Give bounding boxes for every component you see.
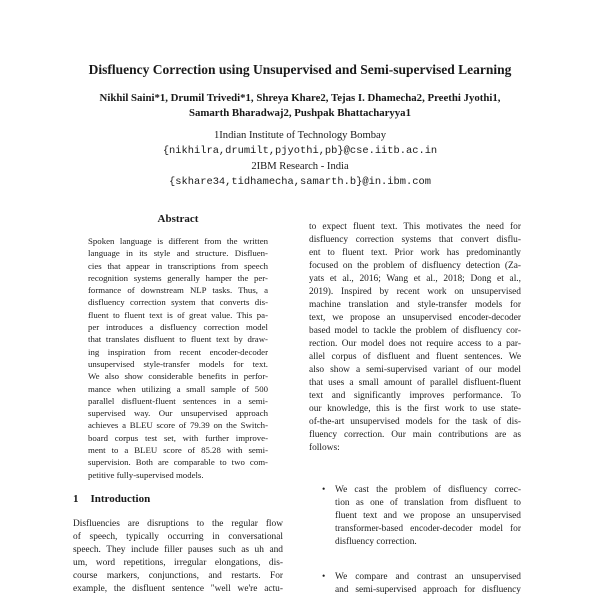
text-line: of-the-art unsupervised models for the task of dis-: [309, 417, 521, 427]
bullet-text: [335, 571, 521, 597]
section-number: 1: [73, 493, 79, 505]
text-line: language in its style and structure. Disfluen-: [88, 248, 268, 259]
text-line: petitive fully-supervised models.: [88, 469, 204, 480]
text-line: Spoken language is different from the written: [88, 236, 268, 246]
text-line: unsupervised style-transfer models for text.: [88, 358, 268, 369]
text-line: ment to a BLEU score of 85.28 with semi-: [88, 445, 268, 456]
abstract-body: [88, 235, 268, 481]
text-line: fluent text and we propose an unsupervised: [335, 511, 521, 521]
text-line: 2019). Inspired by recent work on unsupervised: [309, 287, 521, 297]
text-line: based model to tackle the problem of disfluency cor-: [309, 326, 521, 336]
introduction-heading: [73, 493, 150, 505]
text-line: fluent to fluent text is of great value. This pa-: [88, 309, 268, 320]
text-line: transformer-based encoder-decoder model for: [335, 524, 521, 534]
text-line: fluency correction. Our main contributions are as: [309, 430, 521, 440]
text-line: speech. They include filler pauses such as uh and: [73, 545, 283, 555]
text-line: to expect fluent text. This motivates the need for: [309, 222, 521, 232]
text-line: text and significantly improves performance. To: [309, 391, 521, 401]
text-line: supervision. Both are comparable to two com-: [88, 457, 268, 468]
abstract-heading: Abstract: [157, 213, 199, 225]
text-line: We compare and contrast an unsupervised: [335, 572, 521, 582]
text-line: disfluency correction system that converts dis-: [88, 297, 268, 308]
authors-line-2: Samarth Bharadwaj2, Pushpak Bhattacharyya1: [189, 107, 411, 119]
text-line: achieves a BLEU score of 79.39 on the Switch-: [88, 420, 268, 431]
text-line: board corpus test set, with further improve-: [88, 432, 268, 443]
text-line: mance when utilizing a small sample of 500: [88, 383, 268, 394]
text-line: that uses a small amount of parallel disfluent-fluent: [309, 378, 521, 388]
paper-title: Disfluency Correction using Unsupervised and Semi-supervised Learning: [88, 62, 512, 77]
text-line: of speech, typically occurring in conversational: [73, 532, 283, 542]
text-line: cies that appear in transcriptions from speech: [88, 260, 268, 271]
text-line: supervised way. Our unsupervised approach: [88, 408, 268, 419]
email-line-2: {skhare34,tidhamecha,samarth.b}@in.ibm.com: [169, 176, 431, 188]
text-line: machine translation and style-transfer models for: [309, 300, 521, 310]
text-line: We also show considerable benefits in perfor-: [88, 371, 268, 382]
text-line: rection. Our model does not require access to a par-: [309, 339, 521, 349]
text-line: follows:: [309, 443, 340, 453]
introduction-body: [73, 518, 283, 596]
text-line: um, word repetitions, irregular elongations, dis-: [73, 558, 283, 568]
authors-line-1: Nikhil Saini*1, Drumil Trivedi*1, Shreya Khare2, Tejas I. Dhamecha2, Preethi Jyothi1,: [99, 92, 501, 104]
text-line: Disfluencies are disruptions to the regular flow: [73, 519, 283, 529]
text-line: parallel disfluent-fluent sentences in a semi-: [88, 395, 268, 406]
section-title: Introduction: [90, 493, 151, 505]
bullet-icon: •: [322, 485, 326, 495]
text-line: We cast the problem of disfluency correc-: [335, 485, 521, 495]
text-line: formance of downstream NLP tasks. Thus, a: [88, 285, 268, 296]
text-line: ing inspiration from recent encoder-decoder: [88, 346, 268, 357]
text-line: ent to fluent text. Prior work has predominantly: [309, 248, 521, 258]
affiliation-1: 1Indian Institute of Technology Bombay: [213, 130, 387, 141]
text-line: allel corpus of disfluent and fluent sentences. We: [309, 352, 521, 362]
text-line: text, we propose an unsupervised encoder-decoder: [309, 313, 521, 323]
affiliation-2: 2IBM Research - India: [251, 161, 349, 172]
text-line: disfluency correction systems that convert disflu-: [309, 235, 521, 245]
bullet-icon: •: [322, 572, 326, 582]
text-line: recognition systems generally hamper the per-: [88, 272, 268, 283]
bullet-text: [335, 484, 521, 549]
email-line-1: {nikhilra,drumilt,pjyothi,pb}@cse.iitb.ac.in: [162, 145, 438, 157]
text-line: disfluency correction.: [335, 537, 417, 547]
text-line: example, the disfluent sentence "well we're actu-: [73, 584, 283, 594]
text-line: per introduces a disfluency correction model: [88, 322, 268, 333]
text-line: also show a semi-supervised variant of our model: [309, 365, 521, 375]
text-line: and semi-supervised approach for disfluency: [335, 585, 521, 595]
text-line: our knowledge, this is the first work to use state-: [309, 404, 521, 414]
text-line: focused on the problem of disfluency detection (Za-: [309, 261, 521, 271]
text-line: that translates disfluent to fluent text by draw-: [88, 334, 268, 345]
text-line: tion as one of translation from disfluent to: [335, 498, 521, 508]
text-line: yats et al., 2016; Wang et al., 2018; Dong et al.,: [309, 274, 521, 284]
text-line: course markers, conjunctions, and restarts. For: [73, 571, 283, 581]
right-column-body: [309, 221, 521, 455]
